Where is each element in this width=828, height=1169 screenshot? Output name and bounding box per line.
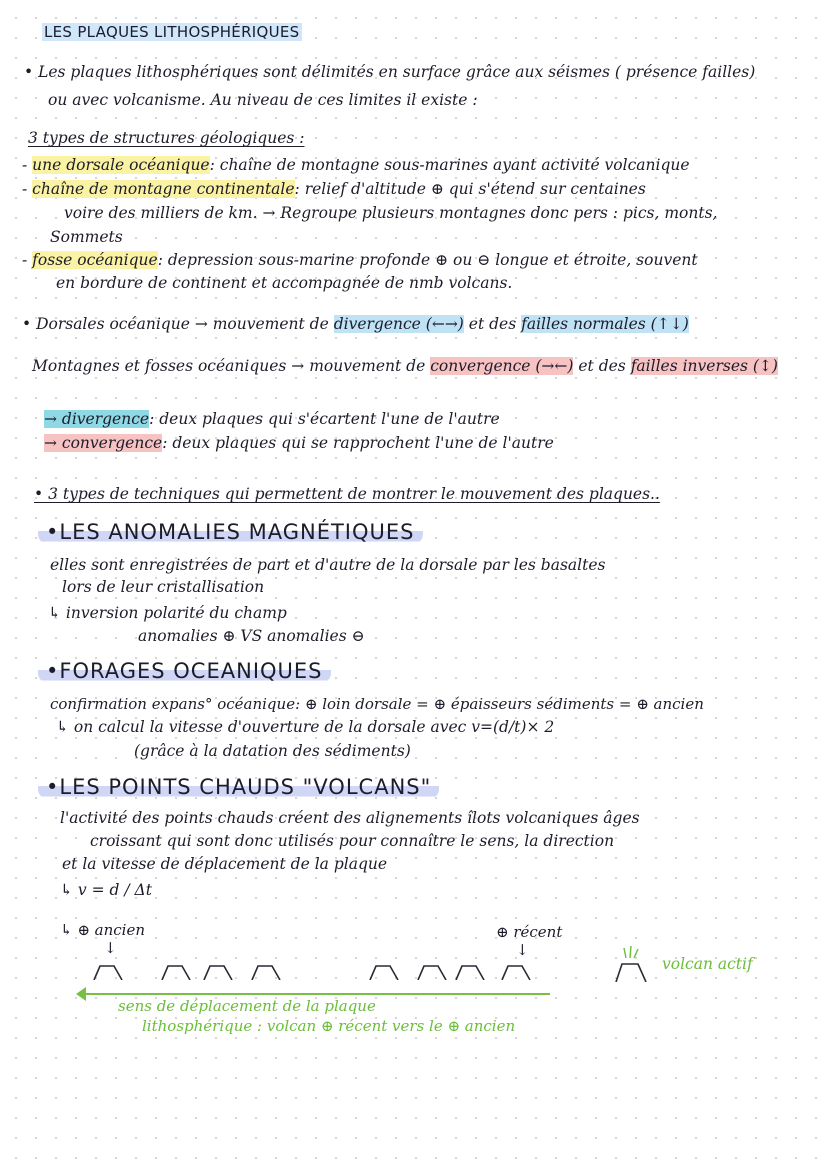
ancien-arrow-icon: ↓ — [104, 939, 117, 957]
points-chauds-heading: •LES POINTS CHAUDS "VOLCANS" — [38, 775, 439, 799]
fosse-item: - fosse océanique: depression sous-marine profonde ⊕ ou ⊖ longue et étroite, souvent — [22, 251, 698, 269]
dorsale-definition: : chaîne de montagne sous-marines ayant activité volcanique — [209, 156, 690, 174]
volcano-icon — [416, 962, 452, 980]
fosse-definition: : depression sous-marine profonde ⊕ ou ⊖ longue et étroite, souvent — [157, 251, 698, 269]
displacement-line-2: lithosphérique : volcan ⊕ récent vers le ⊕ ancien — [142, 1017, 516, 1035]
recent-arrow-icon: ↓ — [516, 941, 529, 959]
chaine-line-2: voire des milliers de km. → Regroupe plusieurs montagnes donc pers : pics, monts, — [64, 204, 718, 222]
divergence-definition: → divergence: deux plaques qui s'écartent l'une de l'autre — [44, 410, 500, 428]
velocity-formula: ↳ v = d / Δt — [60, 881, 152, 899]
techniques-heading: • 3 types de techniques qui permettent de montrer le mouvement des plaques.. — [34, 485, 660, 503]
chaine-definition: : relief d'altitude ⊕ qui s'étend sur centaines — [294, 180, 646, 198]
fosse-term: fosse océanique — [32, 251, 158, 269]
anomalies-line-1: elles sont enregistrées de part et d'autre de la dorsale par les basaltes — [50, 556, 606, 574]
convergence-term: → convergence — [44, 434, 163, 452]
divergence-label: divergence (←→) — [333, 315, 464, 333]
volcan-actif-label: volcan actif — [662, 955, 753, 973]
points-chauds-line-1: l'activité des points chauds créent des alignements îlots volcaniques âges — [60, 809, 640, 827]
montagnes-movement: Montagnes et fosses océaniques → mouvement de convergence (→←) et des failles inverses (↕) — [32, 357, 778, 375]
intro-line-2: ou avec volcanisme. Au niveau de ces limites il existe : — [48, 91, 478, 109]
volcano-icon — [250, 962, 286, 980]
convergence-label: convergence (→←) — [430, 357, 574, 375]
displacement-arrow — [78, 993, 550, 995]
dorsales-movement: • Dorsales océanique → mouvement de divergence (←→) et des failles normales (↑↓) — [22, 315, 689, 333]
forages-line-1: confirmation expans° océanique: ⊕ loin dorsale = ⊕ épaisseurs sédiments = ⊕ ancien — [50, 695, 704, 713]
failles-normales-label: failles normales (↑↓) — [521, 315, 689, 333]
volcano-icon — [368, 962, 404, 980]
page-title: LES PLAQUES LITHOSPHÉRIQUES — [44, 23, 300, 41]
volcano-icon — [454, 962, 490, 980]
anomalies-line-3: ↳ inversion polarité du champ — [48, 604, 287, 622]
intro-line-1: • Les plaques lithosphériques sont délimités en surface grâce aux séismes ( présence failles) — [24, 63, 756, 81]
failles-inverses-label: failles inverses (↕) — [630, 357, 778, 375]
displacement-line-1: sens de déplacement de la plaque — [118, 997, 376, 1015]
fosse-line-2: en bordure de continent et accompagnée de nmb volcans. — [56, 274, 513, 292]
volcano-icon — [160, 962, 196, 980]
chaine-term: chaîne de montagne continentale — [32, 180, 295, 198]
divergence-term: → divergence — [44, 410, 150, 428]
structures-heading: 3 types de structures géologiques : — [28, 129, 305, 147]
forages-line-3: (grâce à la datation des sédiments) — [134, 742, 411, 760]
volcano-icon — [92, 962, 128, 980]
forages-heading: •FORAGES OCEANIQUES — [38, 659, 331, 683]
recent-label: ⊕ récent — [496, 923, 563, 941]
anomalies-line-2: lors de leur cristallisation — [62, 578, 265, 596]
anomalies-heading: •LES ANOMALIES MAGNÉTIQUES — [38, 520, 423, 544]
dorsale-item: - une dorsale océanique: chaîne de montagne sous-marines ayant activité volcanique — [22, 156, 690, 174]
volcano-icon — [202, 962, 238, 980]
convergence-definition: → convergence: deux plaques qui se rapprochent l'une de l'autre — [44, 434, 554, 452]
chaine-item: - chaîne de montagne continentale: relief d'altitude ⊕ qui s'étend sur centaines — [22, 180, 646, 198]
active-volcano-icon — [612, 944, 656, 982]
forages-line-2: ↳ on calcul la vitesse d'ouverture de la dorsale avec v=(d/t)× 2 — [56, 718, 555, 736]
dorsale-term: une dorsale océanique — [32, 156, 210, 174]
ancien-label: ↳ ⊕ ancien — [60, 921, 146, 939]
arrowhead-icon — [76, 987, 86, 1001]
points-chauds-line-3: et la vitesse de déplacement de la plaque — [62, 855, 388, 873]
anomalies-line-4: anomalies ⊕ VS anomalies ⊖ — [138, 627, 365, 645]
chaine-line-3: Sommets — [50, 228, 123, 246]
volcano-icon — [500, 962, 536, 980]
points-chauds-line-2: croissant qui sont donc utilisés pour connaître le sens, la direction — [90, 832, 615, 850]
